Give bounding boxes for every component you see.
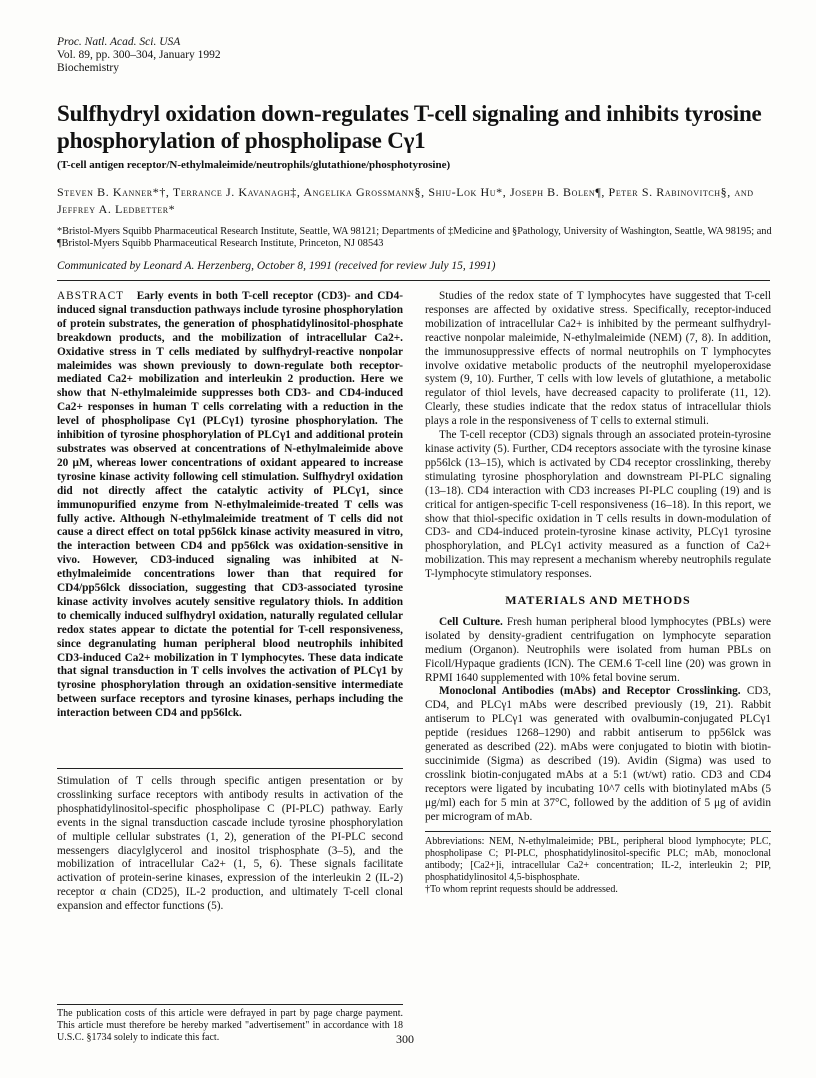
mab-heading: Monoclonal Antibodies (mAbs) and Receptor Crosslinking. — [439, 685, 741, 698]
right-column — [425, 290, 771, 896]
footnote-divider — [57, 1004, 403, 1005]
intro-text: Stimulation of T cells through specific antigen presentation or by crosslinking surface receptors with antibody results in activation of the phosphatidylinositol-specific phospholipase C (PI-PLC) pathway. Early events in the signal transduction cascade include tyrosine phosphorylation of multiple cellular substrates (1, 2), generation of the PI-PLC second messengers diacylglycerol and inositol trisphosphate (3–5), and the mobilization of intracellular Ca2+ (1, 5, 6). These signals facilitate activation of protein-serine kinases, expression of the interleukin 2 (IL-2) receptor α chain (CD25), IL-2 production, and ultimately T-cell clonal expansion and effector functions (5). — [57, 775, 403, 913]
mab-paragraph — [425, 685, 771, 824]
abstract — [57, 290, 403, 721]
affiliations: *Bristol-Myers Squibb Pharmaceutical Research Institute, Seattle, WA 98121; Departments of ‡Medicine and §Pathology, University of Washington, Seattle, WA 98195; and ¶Bristol-Myers Squibb Pharmaceutical Research Institute, Princeton, NJ 08543 — [57, 226, 772, 249]
journal-header — [57, 36, 221, 75]
authors: Steven B. Kanner*†, Terrance J. Kavanagh‡, Angelika Grossmann§, Shiu-Lok Hu*, Joseph B. Bolen¶, Peter S. Rabinovitch§, and Jeffrey A. Ledbetter* — [57, 185, 754, 216]
abbreviations: Abbreviations: NEM, N-ethylmaleimide; PBL, peripheral blood lymphocyte; PLC, phospholipase C; PI-PLC, phosphatidylinositol-specific PLC; mAb, monoclonal antibody; [Ca2+]i, intracellular Ca2+ concentration; IL-2, interleukin 2; PIP, phosphatidylinositol 4,5-bisphosphate. — [425, 835, 771, 883]
introduction-paragraph — [57, 775, 403, 914]
cell-culture-paragraph — [425, 616, 771, 686]
cell-culture-text: Fresh human peripheral blood lymphocytes (PBLs) were isolated by density-gradient centrifugation on lymphocyte separation medium (Organon). Neutrophils were isolated from human PBLs on Ficoll/Hypaque gradients (ICN). The CEM.6 T-cell line (20) was grown in RPMI 1640 supplemented with 10% fetal bovine serum. — [425, 615, 771, 684]
article-title: Sulfhydryl oxidation down-regulates T-cell signaling and inhibits tyrosine phosphorylation of phospholipase Cγ1 — [57, 101, 762, 153]
keywords: (T-cell antigen receptor/N-ethylmaleimide/neutrophils/glutathione/phosphotyrosine) — [57, 159, 451, 171]
journal-section: Biochemistry — [57, 62, 119, 74]
right-paragraph-2: The T-cell receptor (CD3) signals through an associated protein-tyrosine kinase activity (5). Further, CD4 receptors associate with the tyrosine kinase pp56lck (13–15), which is activated by CD4 receptor crosslinking, thereby stimulating tyrosine phosphorylation and downstream PI-PLC signaling (13–18). CD4 interaction with CD3 increases PI-PLC coupling (19) and is critical for antigen-specific T-cell responsiveness (16–18). In this report, we show that thiol-specific oxidation in T cells results in down-modulation of CD3- and CD4-induced protein-tyrosine kinase activity, PLCγ1 tyrosine phosphorylation, and PLCγ1 activity measured as a function of Ca2+ mobilization. This may represent a mechanism whereby neutrophils regulate T-lymphocyte stimulatory responses. — [425, 429, 771, 581]
abstract-divider — [57, 768, 403, 769]
mab-text: CD3, CD4, and PLCγ1 mAbs were described previously (19, 21). Rabbit antiserum to PLCγ1 was generated with ovalbumin-conjugated PLCγ1 peptide (residues 1268–1290) and rabbit antiserum to pp56lck was generated as described (22). mAbs were conjugated to biotin with biotin-succinimide (Sigma) as described (19). Avidin (Sigma) was used to crosslink biotin-conjugated mAbs at a 5:1 (wt/wt) ratio. CD3 and CD4 receptors were ligated by incubating 10^7 cells with biotinylated mAbs (5 μg/ml) each for 5 min at 37°C, followed by the addition of 5 μg of avidin per microgram of mAb. — [425, 685, 771, 823]
page-number: 300 — [396, 1032, 414, 1046]
abstract-text: Early events in both T-cell receptor (CD3)- and CD4-induced signal transduction pathways include tyrosine phosphorylation of protein substrates, the generation of phosphatidylinositol-phosphate breakdown products, and the mobilization of intracellular Ca2+. Oxidative stress in T cells mediated by sulfhydryl-reactive nonpolar maleimides was shown previously to down-regulate both receptor-mediated Ca2+ mobilization and interleukin 2 production. Here we show that N-ethylmaleimide suppresses both CD3- and CD4-induced Ca2+ responses in human T cells correlating with a reduction in the level of phospholipase Cγ1 (PLCγ1) tyrosine phosphorylation. The inhibition of tyrosine phosphorylation of PLCγ1 and additional protein substrates was observed at concentrations of N-ethylmaleimide above 20 μM, whereas lower concentrations of oxidant appeared to increase tyrosine kinase activity following cell stimulation. Sulfhydryl oxidation did not directly affect the catalytic activity of PLCγ1, since immunopurified enzyme from N-ethylmaleimide-treated T cells was fully active. Although N-ethylmaleimide treatment of T cells did not cause a direct effect on total pp56lck kinase activity measured in vitro, the interaction between CD4 and pp56lck was oxidation-sensitive in vivo. However, CD3-induced signaling was inhibited at N-ethylmaleimide concentrations lower than that required for CD4/pp56lck dissociation, suggesting that CD3-associated tyrosine kinase activity involves acutely sensitive regulatory thiols. In addition to chemically induced sulfhydryl oxidation, naturally regulated cellular redox states appear to dictate the potential for T-cell responsiveness, since degranulating human peripheral blood neutrophils inhibited CD3-induced Ca2+ mobilization in T lymphocytes. These data indicate that signal transduction in T cells involves the activation of PLCγ1 by tyrosine phosphorylation through an oxidation-sensitive intermediate between surface receptors and tyrosine kinases, perhaps including the interaction between CD4 and pp56lck. — [57, 290, 403, 720]
journal-name: Proc. Natl. Acad. Sci. USA — [57, 36, 181, 48]
communicated-by: Communicated by Leonard A. Herzenberg, October 8, 1991 (received for review July 15, 1991) — [57, 260, 496, 272]
abbreviations-divider — [425, 831, 771, 832]
abstract-label: ABSTRACT — [57, 290, 125, 302]
reprint-note: †To whom reprint requests should be addressed. — [425, 883, 618, 895]
journal-volume: Vol. 89, pp. 300–304, January 1992 — [57, 49, 221, 61]
cell-culture-heading: Cell Culture. — [439, 615, 503, 628]
section-heading: MATERIALS AND METHODS — [505, 593, 691, 608]
right-paragraph-1: Studies of the redox state of T lymphocytes have suggested that T-cell responses are affected by oxidative stress. Specifically, receptor-induced mobilization of intracellular Ca2+ is inhibited by the permeant sulfhydryl-reactive nonpolar maleimide, N-ethylmaleimide (NEM) (7, 8). In addition, the immunosuppressive effects of normal neutrophils on T lymphocytes involve oxidative metabolic products of the neutrophil myeloperoxidase system (9, 10). Further, T cells with low levels of glutathione, a metabolic regulator of thiol levels, have decreased capacity to proliferate (11, 12). Clearly, these studies indicate that the redox status of intracellular thiols plays a role in the responsiveness of T cells to external stimuli. — [425, 290, 771, 428]
publication-footnote: The publication costs of this article were defrayed in part by page charge payment. This article must therefore be hereby marked "advertisement" in accordance with 18 U.S.C. §1734 solely to indicate this fact. — [57, 1008, 403, 1043]
header-divider — [57, 280, 770, 281]
